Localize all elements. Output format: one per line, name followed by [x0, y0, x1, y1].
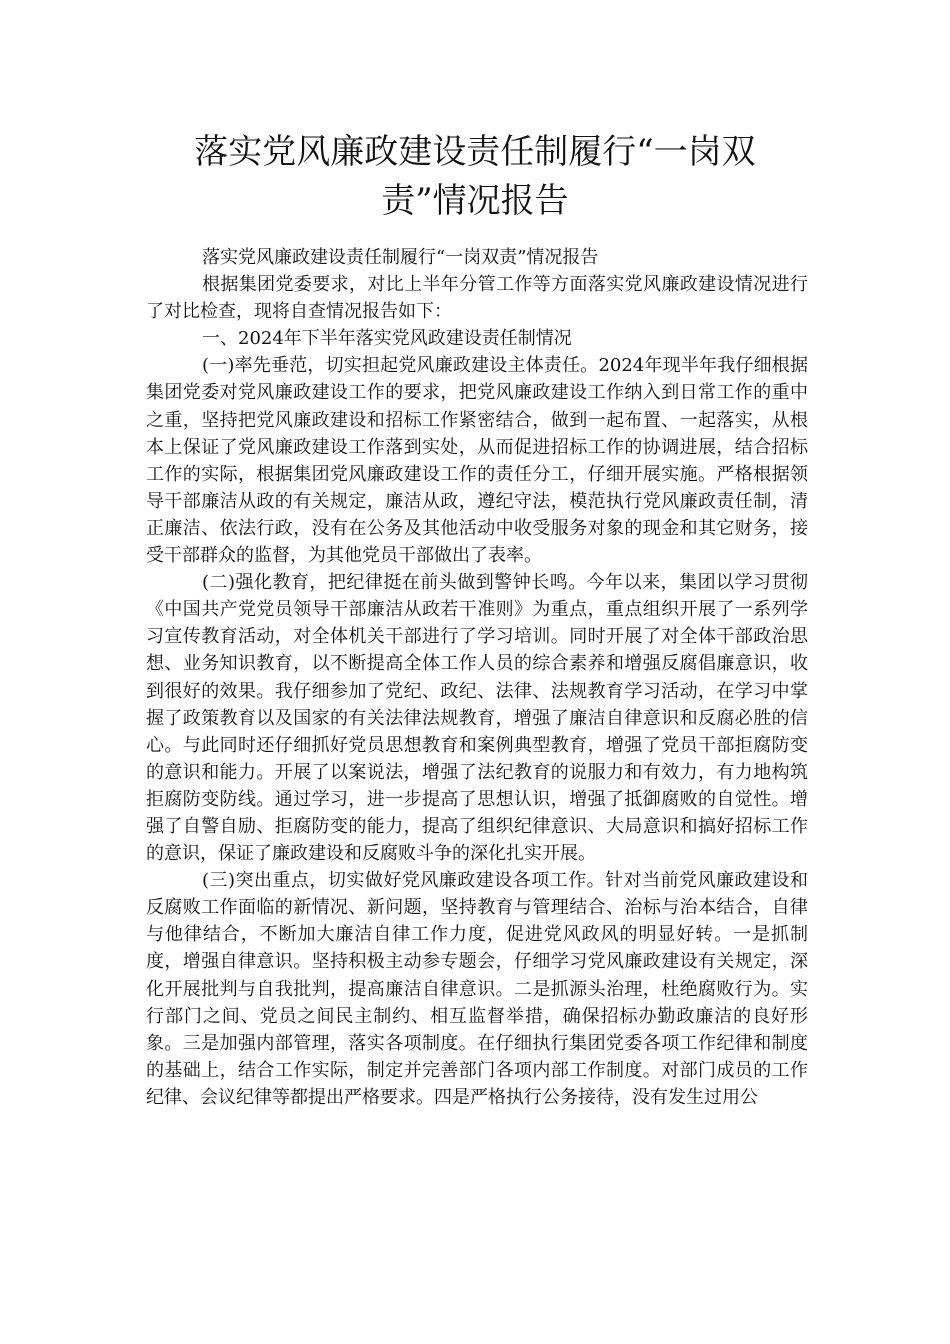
paragraph-item-2: (二)强化教育，把纪律挺在前头做到警钟长鸣。今年以来，集团以学习贯彻《中国共产党党员领导干部廉洁从政若干准则》为重点，重点组织开展了一系列学习宣传教育活动，对全体机关干部进行了学习培训。同时开展了对全体干部政治思想、业务知识教育，以不断提高全体工作人员的综合素养和增强反腐倡廉意识，收到很好的效果。我仔细参加了党纪、政纪、法律、法规教育学习活动，在学习中掌握了政策教育以及国家的有关法律法规教育，增强了廉洁自律意识和反腐必胜的信心。与此同时还仔细抓好党员思想教育和案例典型教育，增强了党员干部拒腐防变的意识和能力。开展了以案说法，增强了法纪教育的说服力和有效力，有力地构筑拒腐防变防线。通过学习，进一步提高了思想认识，增强了抵御腐败的自觉性。增强了自警自励、拒腐防变的能力，提高了组织纪律意识、大局意识和搞好招标工作的意识，保证了廉政建设和反腐败斗争的深化扎实开展。	[146, 572, 808, 865]
document-title	[140, 128, 810, 226]
paragraph-item-3: (三)突出重点，切实做好党风廉政建设各项工作。针对当前党风廉政建设和反腐败工作面临的新情况、新问题，坚持教育与管理结合、治标与治本结合，自律与他律结合，不断加大廉洁自律工作力度，促进党风政风的明显好转。一是抓制度，增强自律意识。坚持积极主动参专题会，仔细学习党风廉政建设有关规定，深化开展批判与自我批判，提高廉洁自律意识。二是抓源头治理，杜绝腐败行为。实行部门之间、党员之间民主制约、相互监督举措，确保招标办勤政廉洁的良好形象。三是加强内部管理，落实各项制度。在仔细执行集团党委各项工作纪律和制度的基础上，结合工作实际，制定并完善部门各项内部工作制度。对部门成员的工作纪律、会议纪律等都提出严格要求。四是严格执行公务接待，没有发生过用公	[146, 870, 808, 1108]
document-body	[146, 244, 808, 1111]
intro-paragraph: 根据集团党委要求，对比上半年分管工作等方面落实党风廉政建设情况进行了对比检查，现将自查情况报告如下：	[146, 274, 808, 323]
document-title-line-1: 落实党风廉政建设责任制履行“一岗双	[194, 132, 756, 172]
body-heading-repeat: 落实党风廉政建设责任制履行“一岗双责”情况报告	[202, 247, 599, 268]
document-title-line-2: 责”情况报告	[381, 181, 569, 221]
section-heading-1: 一、2024年下半年落实党风政建设责任制情况	[202, 328, 572, 350]
paragraph-item-1: (一)率先垂范，切实担起党风廉政建设主体责任。2024年现半年我仔细根据集团党委对党风廉政建设工作的要求，把党风廉政建设工作纳入到日常工作的重中之重，坚持把党风廉政建设和招标工作紧密结合，做到一起布置、一起落实，从根本上保证了党风廉政建设工作落到实处，从而促进招标工作的协调进展，结合招标工作的实际，根据集团党风廉政建设工作的责任分工，仔细开展实施。严格根据领导干部廉洁从政的有关规定，廉洁从政，遵纪守法，模范执行党风廉政责任制，清正廉洁、依法行政，没有在公务及其他活动中收受服务对象的现金和其它财务，接受干部群众的监督，为其他党员干部做出了表率。	[146, 355, 808, 567]
